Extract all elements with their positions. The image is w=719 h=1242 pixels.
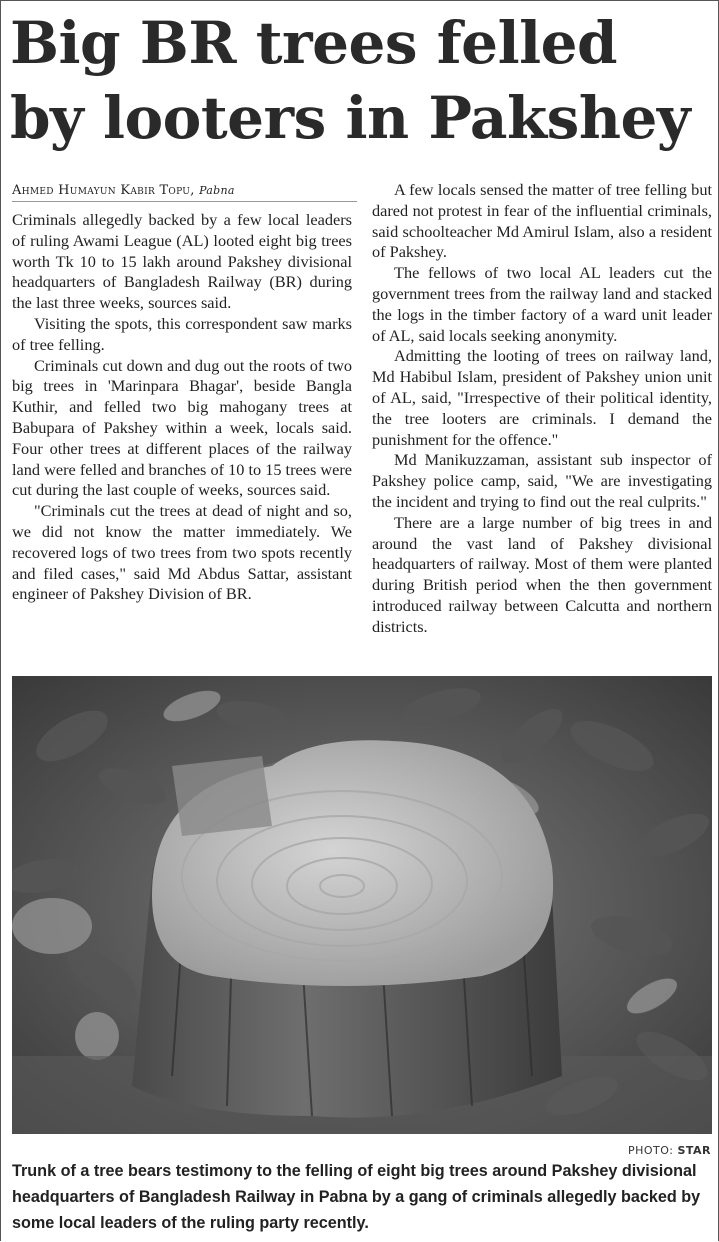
paragraph: Md Manikuzzaman, assistant sub inspector of Pakshey police camp, said, "We are investigating the incident and trying to find out the real culprits." [372,450,712,511]
paragraph: "Criminals cut the trees at dead of night and so, we did not know the matter immediately. We recovered logs of two trees from two spots recently and filed cases," said Md Abdus Sattar, assistant engineer of Pakshey Division of BR. [12,501,352,604]
paragraph: The fellows of two local AL leaders cut the government trees from the railway land and stacked the logs in the timber factory of a ward unit leader of AL, said locals seeking anonymity. [372,263,712,345]
paragraph: Criminals cut down and dug out the roots of two big trees in 'Marinpara Bhagar', beside Bangla Kuthir, and felled two big mahogany trees at Babupara of Pakshey within a week, locals said. Four other trees at different places of the railway land were felled and branches of 10 to 15 trees were cut during the last couple of weeks, sources said. [12,355,352,500]
tree-stump-photo [12,676,712,1134]
paragraph: Visiting the spots, this correspondent saw marks of tree felling. [12,313,352,354]
left-column [12,210,352,605]
paragraph: There are a large number of big trees in and around the vast land of Pakshey divisional headquarters of railway. Most of them were planted during British period when the then government introduced railway between Calcutta and northern districts. [372,512,712,636]
photo-credit-source: STAR [677,1144,711,1157]
photo-credit-label: PHOTO: [627,1144,674,1157]
photo-credit [628,1144,711,1157]
paragraph: A few locals sensed the matter of tree felling but dared not protest in fear of the influential criminals, said schoolteacher Md Amirul Islam, also a resident of Pakshey. [372,180,712,262]
byline-place: Pabna [199,184,235,197]
photo-caption: Trunk of a tree bears testimony to the felling of eight big trees around Pakshey divisional headquarters of Bangladesh Railway in Pabna by a gang of criminals allegedly backed by some local leaders of the ruling party recently. [12,1162,701,1232]
tree-stump-illustration [12,676,712,1134]
paragraph: Criminals allegedly backed by a few local leaders of ruling Awami League (AL) looted eight big trees worth Tk 10 to 15 lakh around Pakshey divisional headquarters of Bangladesh Railway (BR) during the last three weeks, sources said. [12,210,352,313]
byline-author: Ahmed Humayun Kabir Topu, [12,183,195,198]
headline: Big BR trees felled by looters in Pakshey [10,9,691,152]
right-column [372,180,712,638]
byline [12,183,357,202]
paragraph: Admitting the looting of trees on railway land, Md Habibul Islam, president of Pakshey union unit of AL, said, "Irrespective of their political identity, the tree looters are criminals. I demand the punishment for the offence." [372,346,712,449]
